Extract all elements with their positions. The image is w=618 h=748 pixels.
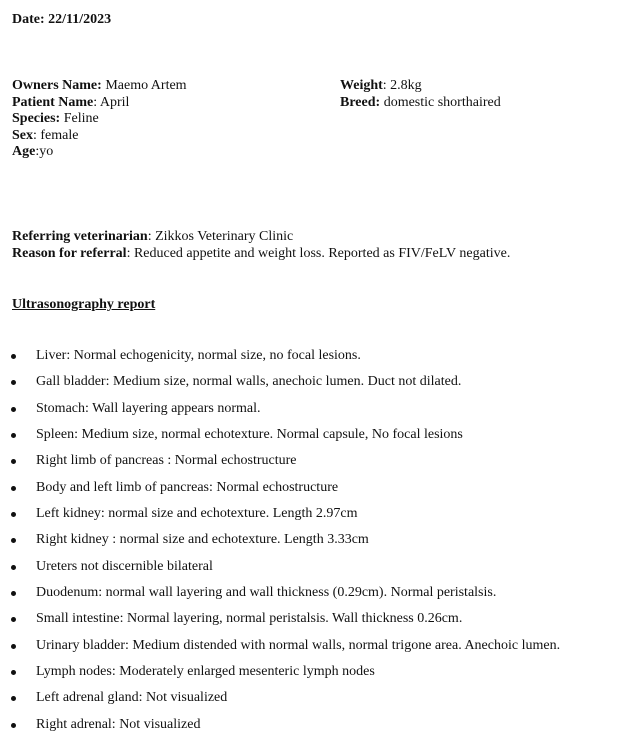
finding-item [0, 689, 560, 715]
bullet-icon [11, 617, 16, 622]
patient-name-label: Patient Name [12, 94, 94, 110]
weight-row [340, 78, 501, 95]
referral-reason-value: : Reduced appetite and weight loss. Reported as FIV/FeLV negative. [126, 245, 511, 261]
finding-text: Right adrenal: Not visualized [36, 716, 201, 732]
finding-text: Small intestine: Normal layering, normal peristalsis. Wall thickness 0.26cm. [36, 611, 463, 627]
finding-text: Left kidney: normal size and echotexture. Length 2.97cm [36, 506, 358, 522]
breed-label: Breed: [340, 94, 381, 110]
patient-name-value: : April [93, 94, 130, 110]
bullet-icon [11, 486, 16, 491]
finding-item [0, 663, 560, 689]
finding-item [0, 531, 560, 557]
date-label: Date: [12, 12, 45, 27]
finding-item [0, 584, 560, 610]
report-date [12, 12, 111, 29]
bullet-icon [11, 565, 16, 570]
finding-item [0, 452, 560, 478]
finding-text: Left adrenal gland: Not visualized [36, 690, 228, 706]
sex-value: : female [33, 127, 79, 143]
weight-label: Weight [340, 78, 383, 93]
age-row [12, 144, 187, 161]
finding-text: Right limb of pancreas : Normal echostructure [36, 453, 297, 469]
bullet-icon [11, 644, 16, 649]
bullet-icon [11, 696, 16, 701]
bullet-icon [11, 459, 16, 464]
weight-value: : 2.8kg [382, 78, 422, 93]
finding-text: Lymph nodes: Moderately enlarged mesenteric lymph nodes [36, 664, 375, 680]
finding-text: Body and left limb of pancreas: Normal echostructure [36, 479, 339, 495]
report-heading: Ultrasonography report [12, 297, 156, 312]
owners-name-row [12, 78, 187, 95]
finding-item [0, 400, 560, 426]
patient-info-right [340, 78, 501, 111]
bullet-icon [11, 723, 16, 728]
bullet-icon [11, 354, 16, 359]
sex-label: Sex [12, 127, 33, 143]
patient-info-left [12, 78, 187, 161]
bullet-icon [11, 512, 16, 517]
finding-item [0, 716, 560, 742]
owners-name-label: Owners Name: [12, 78, 102, 93]
finding-item [0, 637, 560, 663]
age-label: Age [12, 144, 36, 159]
age-value: :yo [35, 144, 54, 159]
patient-name-row [12, 95, 187, 112]
date-value: 22/11/2023 [48, 12, 112, 27]
owners-name-value: Maemo Artem [105, 78, 187, 93]
finding-text: Duodenum: normal wall layering and wall thickness (0.29cm). Normal peristalsis. [36, 585, 497, 601]
finding-item [0, 610, 560, 636]
finding-text: Right kidney : normal size and echotexture. Length 3.33cm [36, 532, 369, 548]
referral-reason-row [12, 246, 510, 263]
bullet-icon [11, 670, 16, 675]
referring-vet-value: : Zikkos Veterinary Clinic [147, 229, 294, 244]
sex-row [12, 128, 187, 145]
finding-item [0, 347, 560, 373]
findings-list [0, 347, 560, 742]
finding-text: Spleen: Medium size, normal echotexture. Normal capsule, No focal lesions [36, 427, 463, 443]
finding-text: Liver: Normal echogenicity, normal size, no focal lesions. [36, 348, 361, 363]
breed-value: domestic shorthaired [383, 94, 501, 110]
finding-text: Stomach: Wall layering appears normal. [36, 400, 261, 416]
finding-item [0, 505, 560, 531]
bullet-icon [11, 407, 16, 412]
finding-item [0, 426, 560, 452]
bullet-icon [11, 591, 16, 596]
finding-text: Ureters not discernible bilateral [36, 558, 213, 574]
bullet-icon [11, 433, 16, 438]
finding-item [0, 479, 560, 505]
finding-text: Urinary bladder: Medium distended with normal walls, normal trigone area. Anechoic lumen. [36, 637, 561, 653]
bullet-icon [11, 380, 16, 385]
species-value: Feline [63, 111, 99, 126]
breed-row [340, 95, 501, 112]
referral-reason-label: Reason for referral [12, 245, 127, 261]
species-label: Species: [12, 111, 61, 126]
species-row [12, 111, 187, 128]
finding-item [0, 373, 560, 399]
finding-text: Gall bladder: Medium size, normal walls, anechoic lumen. Duct not dilated. [36, 374, 462, 390]
referral-info [12, 229, 510, 262]
referring-vet-label: Referring veterinarian [12, 229, 148, 244]
bullet-icon [11, 538, 16, 543]
referring-vet-row [12, 229, 510, 246]
finding-item [0, 558, 560, 584]
